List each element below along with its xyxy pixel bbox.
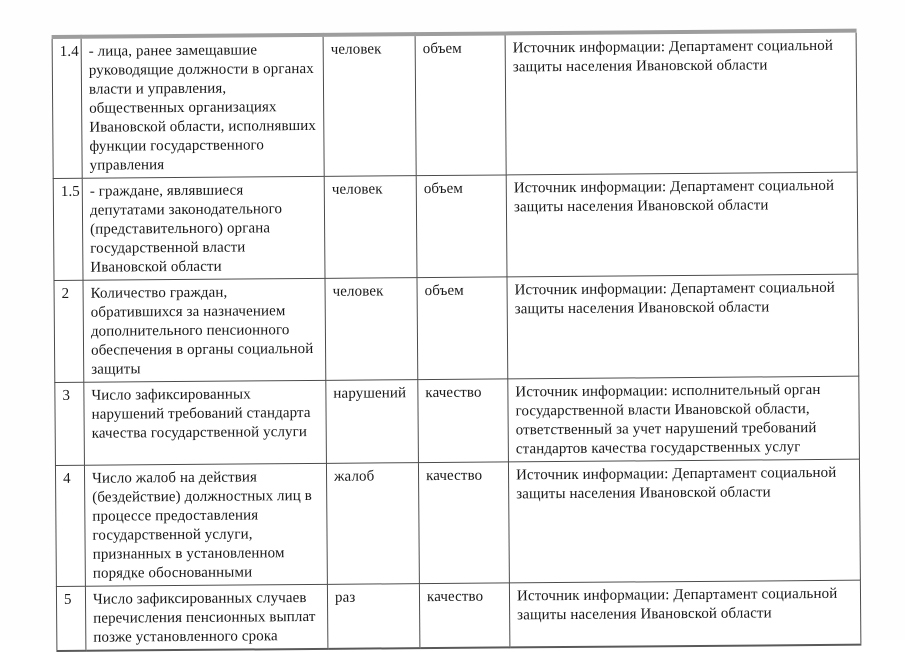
table-row (55, 459, 860, 586)
table-row (52, 31, 857, 179)
indicator-kind-cell: качество (418, 462, 509, 584)
information-source-cell: Источник информации: Департамент социальной защиты населения Ивановской области (508, 459, 860, 583)
information-source-cell: Источник информации: Департамент социальной защиты населения Ивановской области (507, 274, 859, 379)
unit-cell: жалоб (326, 463, 419, 585)
indicator-description: Число зафиксированных случаев перечисления пенсионных выплат позже установленного срока (85, 584, 327, 650)
indicator-kind-cell: объем (417, 277, 508, 380)
row-number-cell: 1.5 (53, 178, 83, 280)
information-source-cell: Источник информации: Департамент социальной защиты населения Ивановской области (506, 172, 858, 277)
table-row (54, 274, 859, 382)
row-number-cell: 2 (54, 280, 84, 382)
information-source-cell: Источник информации: исполнительный орган государственной власти Ивановской области, ответственный за учет нарушений требований стандартов качества государственных услуг (508, 376, 860, 462)
unit-cell: человек (325, 278, 418, 381)
row-number-cell: 1.4 (52, 37, 82, 179)
indicator-kind-cell: объем (416, 175, 507, 278)
row-number-cell: 4 (55, 465, 85, 586)
indicator-description: - лица, ранее замещавшие руководящие должности в органах власти и управления, общественных организациях Ивановской области, исполнявших функции государственного управления (81, 35, 324, 178)
indicator-description: - граждане, являвшиеся депутатами законодательного (представительного) органа государственной власти Ивановской области (82, 176, 325, 280)
unit-cell: человек (324, 176, 417, 279)
indicators-table-region (52, 29, 861, 652)
table-row (55, 376, 860, 465)
indicator-kind-cell: качество (418, 379, 509, 463)
indicators-table (52, 29, 862, 652)
table-row (56, 580, 860, 651)
unit-cell: человек (323, 34, 416, 176)
unit-cell: нарушений (326, 380, 419, 464)
row-number-cell: 3 (55, 382, 85, 465)
indicator-kind-cell: качество (419, 583, 510, 648)
unit-cell: раз (327, 584, 420, 649)
indicator-description: Количество граждан, обратившихся за назначением дополнительного пенсионного обеспечения в органы социальной защиты (83, 278, 326, 382)
indicator-description: Число зафиксированных нарушений требований стандарта качества государственной услуги (84, 380, 327, 465)
row-number-cell: 5 (56, 586, 86, 651)
indicator-description: Число жалоб на действия (бездействие) должностных лиц в процессе предоставления государственной услуги, признанных в установленном порядке обоснованными (84, 463, 327, 586)
indicator-kind-cell: объем (415, 33, 506, 175)
table-row (53, 172, 858, 280)
information-source-cell: Источник информации: Департамент социальной защиты населения Ивановской области (505, 31, 857, 175)
information-source-cell: Источник информации: Департамент социальной защиты населения Ивановской области (509, 580, 860, 647)
